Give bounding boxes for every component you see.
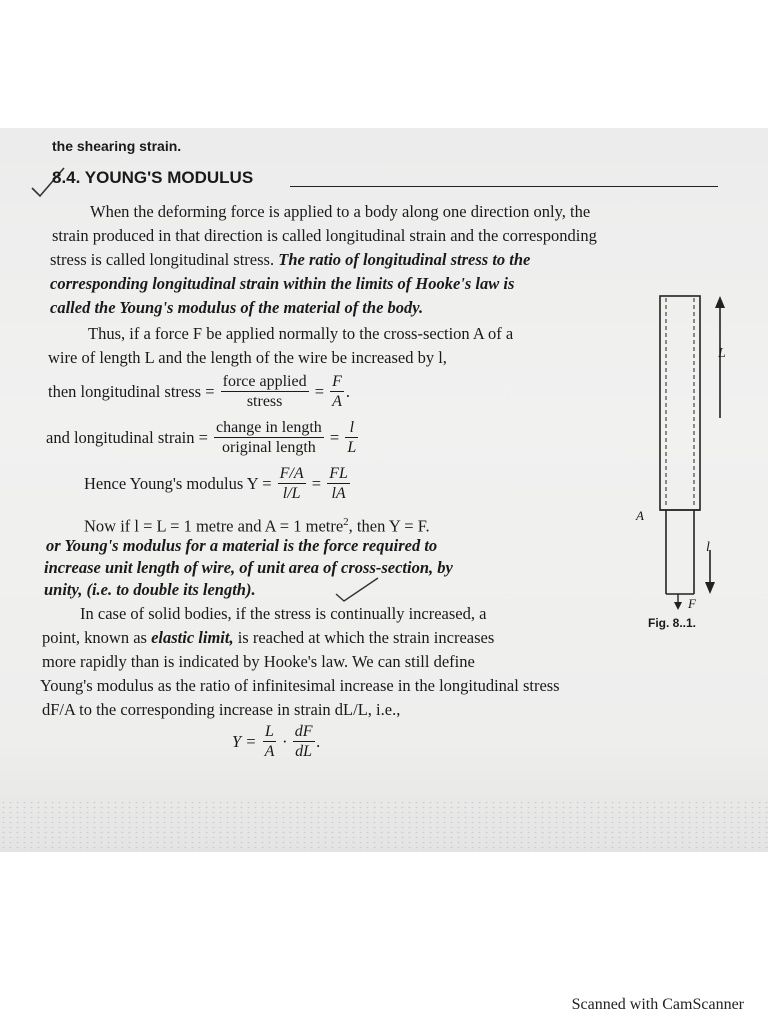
para1-line1: When the deforming force is applied to a body along one direction only, the [90, 202, 591, 221]
strain-frac2-den: L [347, 439, 357, 456]
para2-line1: Thus, if a force F be applied normally to the cross-section A of a [88, 324, 514, 343]
youngs-frac1 [278, 464, 306, 503]
diff-eq-lhs: Y = [232, 731, 257, 751]
strain-frac1-den: original length [222, 439, 316, 456]
figure-label-L: L [718, 346, 726, 361]
handwritten-check-icon-2 [334, 576, 380, 604]
para4-line2-pre: point, known as [42, 628, 152, 647]
youngs-frac1-den: l/L [282, 485, 301, 502]
strain-equation: and longitudinal strain = $\frac{\text{change in length}}{\text{original length}}$ = $\frac{l}{L}$ [46, 419, 357, 456]
youngs-modulus-equation: Hence Young's modulus Y = $\frac{F/A}{l/L}$ = $\frac{FL}{lA}$ [84, 465, 348, 502]
youngs-frac2 [327, 464, 350, 503]
strain-frac1-num: change in length [216, 419, 322, 436]
scanner-watermark: Scanned with CamScanner [571, 996, 744, 1013]
stress-frac2 [330, 372, 344, 411]
para4-line4: Young's modulus as the ratio of infinitesimal increase in the longitudinal stress [40, 676, 560, 695]
stress-frac1-den: stress [246, 393, 283, 410]
para1-line2: strain produced in that direction is called longitudinal strain and the corresponding [52, 226, 597, 245]
para4-line2-post: is reached at which the strain increases [233, 628, 495, 647]
diff-frac1-den: A [264, 743, 275, 760]
figure-label-A: A [636, 508, 644, 523]
para4-line5: dF/A to the corresponding increase in strain dL/L, i.e., [42, 700, 401, 719]
para2-line2: wire of length L and the length of the wire be increased by l, [48, 348, 447, 367]
section-heading: 8.4. YOUNG'S MODULUS [52, 168, 254, 187]
youngs-frac2-num: FL [329, 465, 348, 482]
para3-line1 [84, 512, 430, 537]
para4-line2-bold: elastic limit, [151, 628, 234, 647]
para3-line4: unity, (i.e. to double its length). [44, 580, 256, 599]
youngs-eq-lhs: Hence Young's modulus Y = [84, 473, 272, 493]
scanned-page [0, 128, 768, 852]
diff-frac2-den: dL [295, 743, 313, 760]
para4-line1: In case of solid bodies, if the stress is continually increased, a [80, 604, 487, 623]
diff-frac2 [293, 722, 315, 761]
para3-line1-post: , then Y = F. [348, 516, 430, 536]
strain-eq-lhs: and longitudinal strain = [46, 427, 208, 447]
differential-equation [232, 722, 321, 761]
diff-dot: · [282, 731, 287, 751]
diff-frac1-num: L [263, 722, 277, 742]
para3-line1-pre: Now if l = L = 1 metre and A = 1 metre [84, 516, 344, 536]
para3-line2: or Young's modulus for a material is the force required to [46, 536, 438, 555]
stress-frac1 [221, 372, 309, 411]
para3-line1-sup: 2 [343, 516, 349, 528]
heading-rule [290, 186, 718, 187]
para1-line3-bold: The ratio of longitudinal stress to the [278, 250, 531, 269]
para1-line3 [50, 250, 530, 270]
para3-line3: increase unit length of wire, of unit area of cross-section, by [44, 558, 453, 577]
figure-caption: Fig. 8..1. [648, 616, 697, 630]
diff-frac2-num: dF [294, 723, 313, 740]
para4-line2 [42, 628, 494, 648]
extension-arrow-down-icon [705, 582, 715, 594]
strain-frac2-num: l [345, 418, 358, 438]
para1-line5: called the Young's modulus of the material of the body. [50, 298, 424, 317]
para4-line3: more rapidly than is indicated by Hooke's law. We can still define [42, 652, 475, 671]
stress-equation: then longitudinal stress = $\frac{\text{force applied}}{\text{stress}}$ = $\frac{F}{A}$ . [48, 373, 351, 410]
stress-frac1-num: force applied [222, 373, 307, 390]
length-arrow-up-icon [715, 296, 725, 308]
stress-frac2-num: F [332, 373, 342, 390]
figure-label-F: F [688, 596, 696, 611]
strain-frac2 [345, 418, 358, 457]
para1-line3-plain: stress is called longitudinal stress. [50, 250, 279, 269]
force-arrow-icon [674, 602, 682, 610]
scan-noise [0, 800, 768, 852]
stress-eq-tail: . [345, 381, 351, 401]
diff-frac1 [263, 722, 277, 761]
youngs-frac2-den: lA [331, 485, 346, 502]
stress-frac2-den: A [332, 393, 342, 410]
para1-line4: corresponding longitudinal strain within the limits of Hooke's law is [50, 274, 515, 293]
figure-label-l: l [706, 540, 710, 555]
wire-figure [640, 288, 730, 628]
diff-eq-tail: . [316, 731, 321, 751]
strain-frac1 [214, 418, 324, 457]
youngs-frac1-num: F/A [279, 465, 304, 482]
previous-section-tail: the shearing strain. [52, 138, 182, 154]
stress-eq-lhs: then longitudinal stress = [48, 381, 215, 401]
